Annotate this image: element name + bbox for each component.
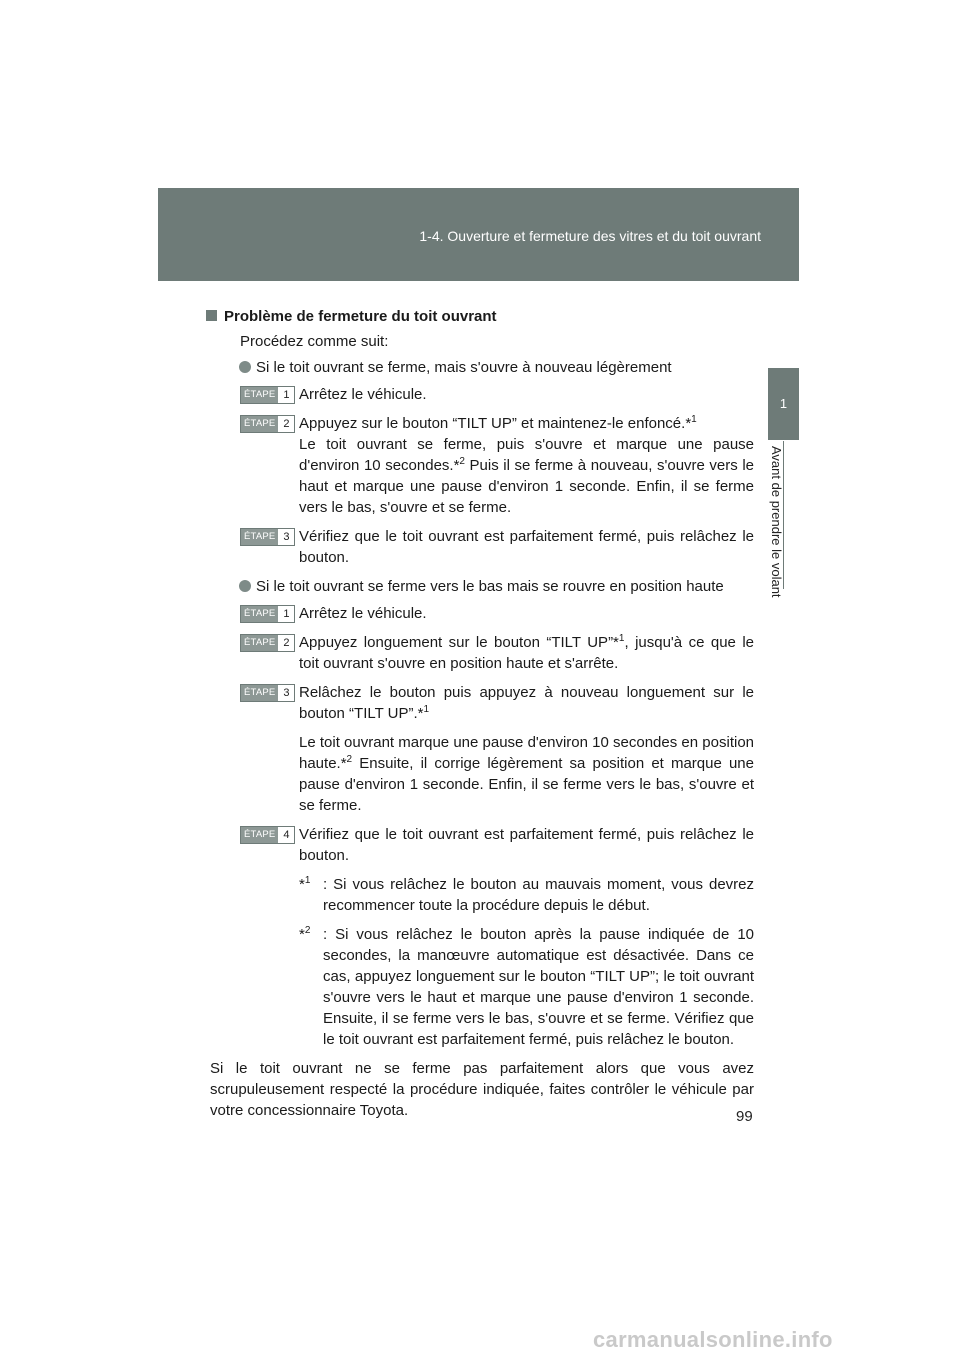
intro-text: Procédez comme suit: [240,333,389,350]
footnote-mark [299,924,310,945]
step-text-continued [299,732,754,816]
step-text-a: Appuyez longuement sur le bouton “TILT UP”* [299,634,619,651]
step-text-b: Le toit ouvrant marque une pause d'environ 10 secondes en position haute.* [299,734,754,772]
step-badge [240,386,295,404]
case-2-text: Si le toit ouvrant se ferme vers le bas mais se rouvre en position haute [256,578,724,595]
step-number: 2 [278,416,294,432]
closing-paragraph: Si le toit ouvrant ne se ferme pas parfaitement alors que vous avez scrupuleusement respecté la procédure indiquée, faites contrôler le véhicule par votre concessionnaire Toyota. [210,1060,754,1119]
footnote-ref: 2 [459,456,465,467]
case-2-step-3 [224,682,754,816]
section-title: Problème de fermeture du toit ouvrant [224,308,497,325]
round-bullet-icon [239,580,251,592]
step-badge [240,528,295,546]
step-number: 3 [278,685,294,701]
step-word: ÉTAPE [241,529,278,545]
step-number: 2 [278,635,294,651]
case-2-heading [224,576,754,597]
footnote-ref: 1 [618,633,625,644]
step-word: ÉTAPE [241,606,278,622]
step-word: ÉTAPE [241,685,278,701]
case-1-text: Si le toit ouvrant se ferme, mais s'ouvre à nouveau légèrement [256,359,672,376]
page-number: 99 [736,1108,753,1125]
step-badge [240,826,295,844]
case-2-step-2 [224,632,754,674]
step-badge [240,634,295,652]
step-word: ÉTAPE [241,827,278,843]
step-badge [240,605,295,623]
footnote-asterisk: * [299,926,305,943]
step-word: ÉTAPE [241,635,278,651]
step-badge [240,684,295,702]
footnote-number: 2 [304,925,311,936]
step-text-b: , jusqu'à ce que le toit ouvrant s'ouvre en position haute et s'arrête. [299,634,754,672]
chapter-side-label: Avant de prendre le volant [769,446,784,598]
step-text: Vérifiez que le toit ouvrant est parfaitement fermé, puis relâchez le bouton. [299,528,754,566]
footnote-ref: 2 [346,754,353,765]
case-2-step-4 [224,824,754,866]
step-text: Arrêtez le véhicule. [299,386,427,403]
step-text-c: Ensuite, il corrige légèrement sa position et marque une pause d'environ 1 seconde. Enfin, il se ferme vers le bas, s'ouvre et se ferme. [299,755,754,814]
footnote-ref: 1 [691,414,697,425]
footnote-ref: 1 [423,704,430,715]
step-text-a: Appuyez sur le bouton “TILT UP” et maintenez-le enfoncé.* [299,415,692,432]
footnote-asterisk: * [299,876,305,893]
step-text: Vérifiez que le toit ouvrant est parfaitement fermé, puis relâchez le bouton. [299,826,754,864]
footnote-number: 1 [304,875,311,886]
page-content [210,306,754,1121]
footnote-1 [224,874,754,916]
step-text [299,682,754,724]
step-word: ÉTAPE [241,387,278,403]
watermark: carmanualsonline.info [593,1327,833,1352]
round-bullet-icon [239,361,251,373]
case-1-step-2 [224,413,754,518]
case-1-step-3 [224,526,754,568]
case-1-step-1 [224,384,754,405]
step-text [299,413,754,518]
step-text: Arrêtez le véhicule. [299,605,427,622]
square-bullet-icon [206,310,217,321]
case-1-heading [224,357,754,378]
footnote-text: : Si vous relâchez le bouton après la pause indiquée de 10 secondes, la manœuvre automatique est désactivée. Dans ce cas, appuyez longuement sur le bouton “TILT UP”; le toit ouvrant s'ouvre vers le haut et marque une pause d'environ 1 seconde. Ensuite, il se ferme vers le bas, s'ouvre et se ferme. Vérifiez que le toit ouvrant est parfaitement fermé, puis relâchez le bouton. [323,926,754,1048]
footnote-mark [299,874,310,895]
step-number: 1 [278,387,294,403]
chapter-title: 1-4. Ouverture et fermeture des vitres et du toit ouvrant [419,228,761,244]
step-text-c: Puis il se ferme à nouveau, s'ouvre vers le haut et marque une pause d'environ 1 seconde. Enfin, il se ferme vers le bas, s'ouvre et se ferme. [299,457,754,516]
step-word: ÉTAPE [241,416,278,432]
section-heading [206,306,754,327]
step-number: 4 [278,827,294,843]
footnote-text: : Si vous relâchez le bouton au mauvais moment, vous devrez recommencer toute la procédure depuis le début. [323,876,754,914]
step-badge [240,415,295,433]
step-number: 3 [278,529,294,545]
case-2-step-1 [224,603,754,624]
footnote-2 [224,924,754,1050]
header-band [158,188,799,281]
step-number: 1 [278,606,294,622]
step-text [299,632,754,674]
step-text-a: Relâchez le bouton puis appuyez à nouveau longuement sur le bouton “TILT UP”.* [299,684,754,722]
step-text-b: Le toit ouvrant se ferme, puis s'ouvre et marque une pause d'environ 10 secondes.* [299,436,754,474]
chapter-tab: 1 [768,368,799,440]
